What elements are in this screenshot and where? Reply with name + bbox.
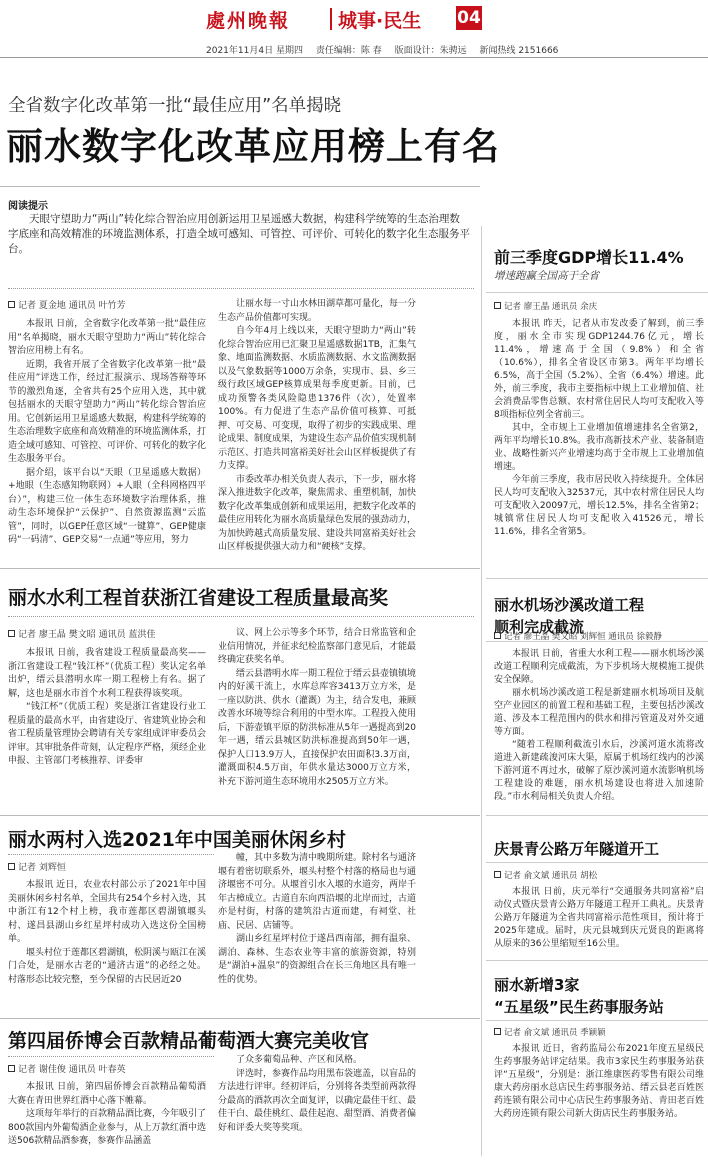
- pharmacy-byline-rule: [486, 1020, 708, 1021]
- pharmacy-byline-text: 记者 俞文斌 通讯员 季颖颖: [504, 1028, 606, 1038]
- gdp-subhead: 增速跑赢全国高于全省: [494, 270, 599, 282]
- wine-column-1: [8, 1081, 206, 1159]
- villages-paragraph: 幢，其中多数为清中晚期所建。除村名与通济堰有着密切联系外，堰头村整个村落的格局也与通济堰密不可分。从堰首引水入堰的水道旁，两岸千年古樟成立。古道自东向西沿堰的北岸而过，古道亦是村街，村落的建筑沿古道而建，有祠堂、社庙、民居、店铺等。: [218, 853, 416, 931]
- wine-paragraph: 了众多葡萄品种、产区和风格。: [236, 1055, 363, 1065]
- wine-byline: [8, 1062, 126, 1075]
- villages-byline-text: 记者 刘辉恒: [18, 863, 66, 873]
- byline-square-icon: [8, 301, 15, 308]
- lead-column-2: [218, 298, 416, 558]
- lead-column-1: [8, 318, 206, 558]
- masthead: [0, 0, 708, 40]
- wine-paragraph: 本报讯 日前，第四届侨博会百款精品葡萄酒大赛在青田世界红酒中心落下帷幕。: [8, 1082, 206, 1106]
- tunnel-headline: 庆景青公路万年隧道开工: [494, 840, 660, 858]
- section-rule: [0, 815, 480, 816]
- section-rule: [486, 815, 708, 816]
- lead-paragraph: 市委改革办相关负责人表示，下一步，丽水将深入推进数字化改革，聚焦需求、重塑机制，加快数字化改革集成创新和成果运用，把数字化改革的最佳应用转化为丽水高质量绿色发展的强劲动力，为加快跨越式高质量发展、建设共同富裕美好社会山区样板提供强大动力和“硬核”支撑。: [218, 474, 416, 552]
- designer-credit: 版面设计：朱骋远: [394, 46, 467, 56]
- wine-paragraph: 这项每年举行的百款精品酒比赛，今年吸引了800款国内外葡萄酒企业参与，从上万款红酒中选送506款精品酒参赛，参赛作品涵盖: [8, 1109, 206, 1146]
- lead-headline-rule: [0, 186, 480, 187]
- tunnel-byline-text: 记者 俞文斌 通讯员 胡松: [504, 871, 598, 881]
- airport-paragraph: 本报讯 日前，省重大水利工程——丽水机场沙溪改道工程顺利完成截流，为下步机场大规模施工提供安全保障。: [494, 649, 704, 685]
- tunnel-paragraph: 本报讯 日前，庆元举行“交通服务共同富裕”启动仪式暨庆景青公路万年隧道工程开工典礼。庆景青公路万年隧道为全省共同富裕示范性项目，预计将于2025年建成。届时，庆元县城到庆元贤良的距离将从原来的36公里缩短至16公里。: [494, 887, 704, 949]
- airport-headline-2: 顺利完成截流: [494, 618, 585, 636]
- masthead-rule: [0, 57, 708, 58]
- villages-headline: 丽水两村入选2021年中国美丽休闲乡村: [8, 829, 346, 851]
- lead-paragraph: 本报讯 日前，全省数字化改革第一批“最佳应用”名单揭晓，丽水天眼守望助力“两山”转化综合智治应用榜上有名。: [8, 319, 206, 356]
- lead-byline-rule: [8, 288, 474, 289]
- editor-credit: 责任编辑：陈 春: [315, 46, 382, 56]
- villages-byline: [8, 860, 66, 873]
- water-paragraph: 议、网上公示等多个环节，结合日常监管和企业信用情况，并征求纪检监察部门意见后，才能最终确定获奖名单。: [218, 628, 416, 665]
- wine-paragraph: 评选时，参赛作品均用黑布袋遮盖，以盲品的方法进行评审。经初评后，分别将各类型前两款得分最高的酒款再次全面复评，以确定最佳干红、最佳干白、最佳桃红、最佳起泡、甜型酒、消费者偏好和评委大奖等奖项。: [218, 1068, 416, 1133]
- newspaper-logo: 處州晚報: [206, 10, 291, 32]
- wine-headline: 第四届侨博会百款精品葡萄酒大赛完美收官: [8, 1030, 370, 1052]
- tunnel-byline: [494, 869, 597, 881]
- section-rule: [0, 568, 480, 569]
- water-paragraph: “钱江杯”（优质工程）奖是浙江省建设行业工程质量的最高水平，由省建设厅、省建筑业协会和省工程质量管理协会聘请有关专家组成评审委员会评审。其审批条件苛刻，认定程序严格，须经企业申报、主管部门考核推荐、评委审: [8, 702, 206, 766]
- section-rule: [0, 1018, 480, 1019]
- column-divider: [481, 226, 482, 1156]
- airport-headline-1: 丽水机场沙溪改道工程: [494, 596, 645, 614]
- villages-paragraph: 本报讯 近日，农业农村部公示了2021年中国美丽休闲乡村名单，全国共有254个乡村入选，其中浙江有12个村上榜，我市莲都区碧湖镇堰头村、遂昌县湖山乡红星坪村成功入选这份全国榜单。: [8, 880, 206, 944]
- gdp-headline: 前三季度GDP增长11.4%: [494, 248, 684, 267]
- water-column-2: [218, 627, 416, 809]
- reading-tip-body: 天眼守望助力“两山”转化综合智治应用创新运用卫星遥感大数据，构建科学统筹的生态治理数字底座和高效精准的环境监测体系，打造全域可感知、可管控、可评价、可转化的数字化生态服务平台。: [8, 213, 470, 255]
- reading-tip-title: 阅读提示: [8, 201, 48, 212]
- lead-kicker: 全省数字化改革第一批“最佳应用”名单揭晓: [8, 96, 342, 116]
- byline-square-icon: [8, 1065, 15, 1072]
- pharmacy-body: [494, 1043, 704, 1158]
- tunnel-byline-rule: [486, 862, 708, 863]
- gdp-byline: [494, 300, 597, 312]
- section-rule: [486, 960, 708, 961]
- water-paragraph: 缙云县潜明水库一期工程位于缙云县壶镇镇境内的好溪干流上，水库总库容3413万立方米，是一座以防洪、供水（灌溉）为主，结合发电，兼顾改善水环境等综合利用的中型水库。工程投入使用后，下游壶镇平原的防洪标准从5年一遇提高到20年一遇，缙云县城区防洪标准提高到50年一遇，保护人口13.9万人，直接保护农田面积3.3万亩，灌溉面积4.5万亩，年供水量达3000万立方米，补充下游河道生态环境用水2505万立方米。: [218, 668, 416, 787]
- water-paragraph: 本报讯 日前，我省建设工程质量最高奖——浙江省建设工程“钱江杯”（优质工程）奖认定名单出炉，缙云县潜明水库一期工程榜上有名。据了解，这也是丽水市首个水利工程获得该奖项。: [8, 648, 206, 699]
- water-byline: [8, 627, 155, 640]
- byline-square-icon: [494, 302, 501, 309]
- gdp-byline-text: 记者 廖王晶 通讯员 余庆: [504, 302, 598, 312]
- pharmacy-byline: [494, 1026, 606, 1038]
- byline-square-icon: [494, 871, 501, 878]
- gdp-paragraph: 本报讯 昨天，记者从市发改委了解到，前三季度，丽水全市实现GDP1244.76亿元，增长11.4%，增速高于全国（9.8%）和全省（10.6%），排名全省设区市第3。两年平均增长6.5%，高于全国（5.2%）、全省（6.4%）增速。此外，前三季度，我市主要指标中规上工业增加值、社会消费品零售总额、农村常住居民人均可支配收入等8项指标位列全省前三。: [494, 319, 704, 420]
- villages-column-2: [218, 852, 416, 1014]
- section-name: 城事·民生: [338, 10, 422, 32]
- airport-paragraph: “随着工程顺利截流引水后，沙溪河道水流将改道进入新建疏浚河床大渠，原属于机场红线内的沙溪下游河道不再过水，破解了原沙溪河道水流影响机场工程建设的难题，丽水机场建设也将进入加速阶段。”市水利局相关负责人介绍。: [494, 740, 704, 802]
- villages-paragraph: 湖山乡红星坪村位于遂昌西南部，拥有温泉、湖泊、森林、生态农业等丰富的旅游资源，特别是“湖泊+温泉”的资源组合在长三角地区具有唯一性的优势。: [218, 934, 416, 985]
- wine-column-2: [218, 1054, 416, 1159]
- section-rule: [486, 578, 708, 579]
- pharmacy-headline-1: 丽水新增3家: [494, 976, 580, 994]
- villages-column-1: [8, 879, 206, 1014]
- lead-paragraph: 让丽水每一寸山水林田湖草都可量化，每一分生态产品价值都可实现。: [218, 299, 416, 323]
- airport-byline-text: 记者 廖王晶 樊文昭 刘辉恒 通讯员 徐毅静: [504, 632, 663, 642]
- water-byline-text: 记者 廖王晶 樊文昭 通讯员 蓝洪佳: [18, 630, 156, 640]
- airport-paragraph: 丽水机场沙溪改道工程是新建丽水机场项目及航空产业园区的前置工程和基础工程，主要包括沙溪改道、涉及本工程范围内的供水和排污管道及对外交通等方面。: [494, 688, 704, 737]
- water-byline-rule: [8, 616, 474, 617]
- logo-divider: [330, 8, 332, 30]
- gdp-byline-rule: [486, 292, 708, 293]
- airport-byline: [494, 630, 662, 642]
- villages-byline-rule: [8, 854, 214, 855]
- news-hotline: 新闻热线 2151666: [479, 46, 559, 56]
- byline-square-icon: [8, 630, 15, 637]
- lead-headline: 丽水数字化改革应用榜上有名: [6, 125, 500, 168]
- issue-meta: [206, 43, 568, 56]
- lead-byline: [8, 298, 126, 311]
- tunnel-body: [494, 886, 704, 954]
- wine-byline-text: 记者 谢佳俊 通讯员 叶春英: [18, 1065, 126, 1075]
- gdp-body: [494, 318, 704, 568]
- wine-byline-rule: [8, 1056, 214, 1057]
- lead-paragraph: 近期，我省开展了全省数字化改革第一批“最佳应用”评选工作，经过汇报演示、现场答辩等环节的激烈角逐，全省共有25个应用入选，其中就包括丽水的天眼守望助力“两山”转化综合智治应用。它创新运用卫星遥感大数据，构建科学统筹的生态治理数字底座和高效精准的环境监测体系，打造全域可感知、可管控、可评价、可转化的数字化生态服务平台。: [8, 359, 206, 464]
- gdp-paragraph: 其中，全市规上工业增加值增速排名全省第2，两年平均增长10.8%。我市高新技术产业、装备制造业、战略性新兴产业增速均高于全市规上工业增加值增速。: [494, 423, 704, 472]
- gdp-paragraph: 今年前三季度，我市居民收入持续提升。全体居民人均可支配收入32537元，其中农村常住居民人均可支配收入20097元，增长12.5%，排名全省第2；城镇常住居民人均可支配收入41526元，增长11.6%，排名全省第5。: [494, 475, 704, 537]
- water-headline: 丽水水利工程首获浙江省建设工程质量最高奖: [8, 587, 389, 609]
- lead-paragraph: 自今年4月上线以来，天眼守望助力“两山”转化综合智治应用已汇聚卫星遥感数据1TB，汇集气象、地面监测数据、水质监测数据、水文监测数据以及气象数据等1000万余条，实现市、县、乡三级行政区域GEP核算成果每季度更新。目前，已成功预警各类风险隐患1376件（次），处置率100%。有力促进了生态产品价值可核算、可抵押、可交易、可变现，取得了初步的实践成果、理论成果、制度成果，为建设生态产品价值实现机制示范区、打造共同富裕美好社会山区样板提供了有力支撑。: [218, 326, 416, 471]
- water-column-1: [8, 647, 206, 809]
- issue-date: 2021年11月4日 星期四: [206, 46, 303, 56]
- byline-square-icon: [494, 632, 501, 639]
- lead-byline-text: 记者 夏金地 通讯员 叶竹芳: [18, 301, 126, 311]
- airport-body: [494, 648, 704, 808]
- pharmacy-headline-2: “五星级”民生药事服务站: [494, 998, 664, 1016]
- villages-paragraph: 堰头村位于莲都区碧湖镇，松阴溪与瓯江在溪门合处，是丽水古老的“通济古道”的必经之处。村落形态比较完整，至今保留的古民居近20: [8, 947, 206, 985]
- pharmacy-paragraph: 本报讯 近日，省药监局公布2021年度五星级民生药事服务站评定结果。我市3家民生药事服务站获评“五星级”，分别是：浙江维康医药零售有限公司维康大药房丽水总店民生药事服务站、缙云县老百姓医药连锁有限公司中心店民生药事服务站、青田老百姓大药房连锁有限公司新大街店民生药事服务站。: [494, 1044, 704, 1119]
- byline-square-icon: [8, 863, 15, 870]
- byline-square-icon: [494, 1028, 501, 1035]
- page-number: 04: [457, 8, 481, 28]
- lead-paragraph: 据介绍，该平台以“天眼（卫星遥感大数据）+地眼（生态感知物联网）+人眼（全科网格四平台）”，构建三位一体生态环境数字治理体系，推动生态环境保护“云保护”、自然资源监测“云监管”，同时，以GEP任意区域“一键算”、GEP健康码“一码清”、GEP交易“一点通”等应用，努力: [8, 467, 206, 545]
